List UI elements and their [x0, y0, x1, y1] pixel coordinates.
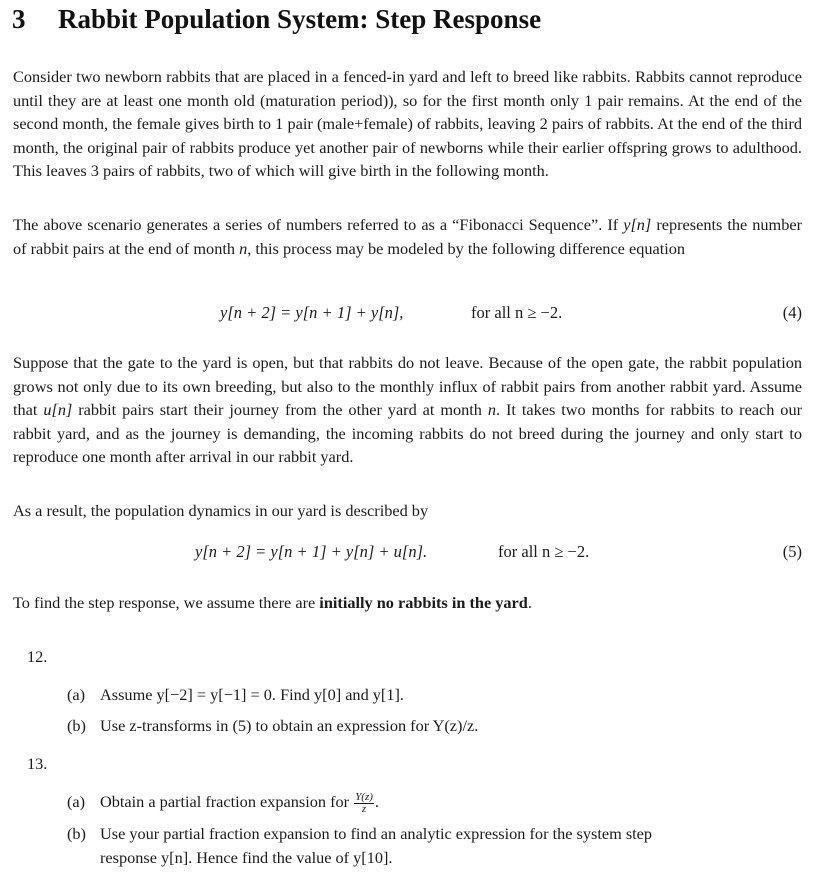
problem-12-number: 12.: [27, 647, 48, 666]
fibonacci-paragraph: The above scenario generates a series of numbers referred to as a “Fibonacci Sequence”. If y[n] represents the number of rabbit pairs at the end of month n, this process may be modeled by the following difference equation: [13, 215, 803, 258]
equation-5-body: y[n + 2] = y[n + 1] + y[n] + u[n].: [195, 542, 428, 561]
step-response-sentence: To find the step response, we assume there are initially no rabbits in the yard.: [13, 593, 532, 612]
section-title: Rabbit Population System: Step Response: [58, 4, 542, 34]
problem-13-number: 13.: [27, 754, 48, 773]
dynamics-intro: As a result, the population dynamics in our yard is described by: [13, 501, 429, 520]
equation-5-number: (5): [782, 542, 802, 561]
open-gate-paragraph: Suppose that the gate to the yard is open, but that rabbits do not leave. Because of the open gate, the rabbit population grows not only due to its own breeding, but also to the monthly influx of rabbit pairs from another rabbit yard. Assume that u[n] rabbit pairs start their journey from the other yard at month n. It takes two months for rabbits to reach our rabbit yard, and as the journey is demanding, the incoming rabbits do not breed during the journey and only start to reproduce one month after arrival in our rabbit yard.: [13, 353, 803, 466]
problem-13b: (b) Use your partial fraction expansion to find an analytic expression for the system step response y[n]. Hence find the value of y[10].: [67, 824, 653, 867]
equation-5-condition: for all n ≥ −2.: [498, 542, 590, 561]
problem-12b: (b) Use z-transforms in (5) to obtain an expression for Y(z)/z.: [67, 716, 479, 735]
problem-12a: (a) Assume y[−2] = y[−1] = 0. Find y[0] and y[1].: [67, 685, 404, 704]
equation-4-body: y[n + 2] = y[n + 1] + y[n],: [220, 303, 404, 322]
section-number: 3: [12, 4, 26, 34]
problem-13a: (a) Obtain a partial fraction expansion for $\frac{Y(z)}{z}$ .: [67, 790, 379, 815]
intro-paragraph: Consider two newborn rabbits that are placed in a fenced-in yard and left to breed like rabbits. Rabbits cannot reproduce until they are at least one month old (maturation period)), so for the first month only 1 pair remains. At the end of the second month, the female gives birth to 1 pair (male+female) of rabbits, leaving 2 pairs of rabbits. At the end of the third month, the original pair of rabbits produce yet another pair of newborns while their earlier offspring grows to adulthood. This leaves 3 pairs of rabbits, two of which will give birth in the following month.: [13, 67, 802, 180]
equation-4-condition: for all n ≥ −2.: [471, 303, 563, 322]
fraction-y-over-z: $\frac{Y(z)}{z}$: [355, 790, 373, 815]
equation-4: [13, 301, 802, 325]
equation-4-number: (4): [782, 303, 802, 322]
section-heading: [12, 4, 541, 35]
equation-5: [13, 540, 802, 564]
